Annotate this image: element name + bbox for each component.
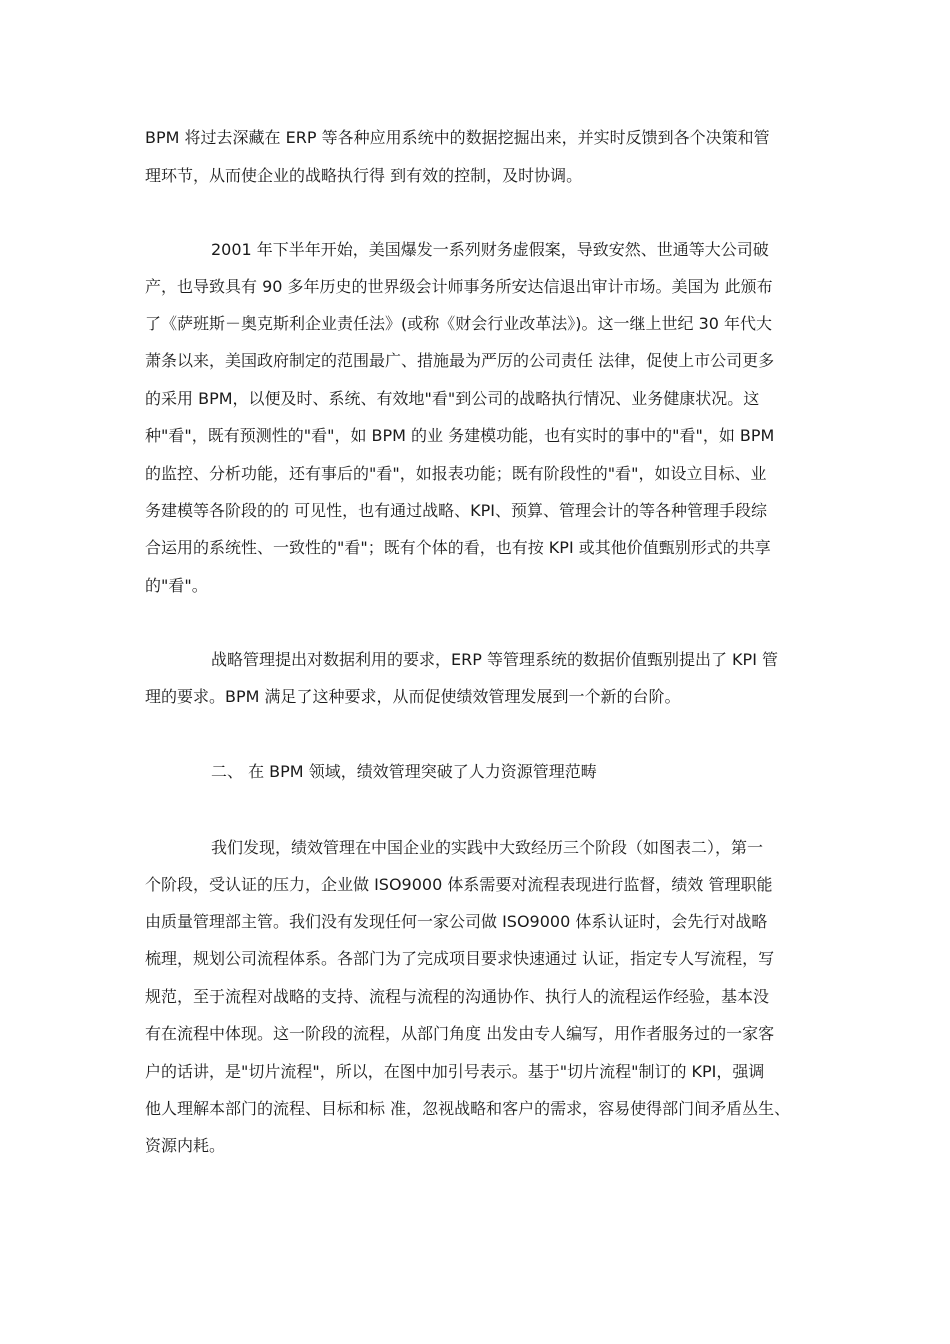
paragraph-2-line-4: 萧条以来，美国政府制定的范围最广、措施最为严厉的公司责任 法律，促使上市公司更多 <box>145 351 775 370</box>
paragraph-4-line-1: 我们发现，绩效管理在中国企业的实践中大致经历三个阶段（如图表二），第一 <box>211 838 764 857</box>
paragraph-2-line-1: 2001 年下半年开始，美国爆发一系列财务虚假案，导致安然、世通等大公司破 <box>211 240 769 259</box>
paragraph-4-line-4: 梳理，规划公司流程体系。各部门为了完成项目要求快速通过 认证，指定专人写流程，写 <box>145 949 775 968</box>
paragraph-2-line-8: 务建模等各阶段的的 可见性，也有通过战略、KPI、预算、管理会计的等各种管理手段综 <box>145 501 767 520</box>
paragraph-4-line-7: 户的话讲，是"切片流程"，所以，在图中加引号表示。基于"切片流程"制订的 KPI，强调 <box>145 1062 765 1081</box>
section-heading: 二、 在 BPM 领域，绩效管理突破了人力资源管理范畴 <box>211 762 597 781</box>
paragraph-4-line-2: 个阶段，受认证的压力，企业做 ISO9000 体系需要对流程表现进行监督，绩效 管理职能 <box>145 875 773 894</box>
paragraph-4-line-9: 资源内耗。 <box>145 1136 226 1155</box>
paragraph-3-line-1: 战略管理提出对数据利用的要求，ERP 等管理系统的数据价值甄别提出了 KPI 管 <box>211 650 778 669</box>
paragraph-4-line-5: 规范，至于流程对战略的支持、流程与流程的沟通协作、执行人的流程运作经验，基本没 <box>145 987 770 1006</box>
paragraph-2-line-7: 的监控、分析功能，还有事后的"看"，如报表功能；既有阶段性的"看"，如设立目标、业 <box>145 464 767 483</box>
paragraph-2-line-5: 的采用 BPM，以便及时、系统、有效地"看"到公司的战略执行情况、业务健康状况。这 <box>145 389 760 408</box>
paragraph-2-line-9: 合运用的系统性、一致性的"看"；既有个体的看，也有按 KPI 或其他价值甄别形式的共享 <box>145 538 771 557</box>
paragraph-4-line-6: 有在流程中体现。这一阶段的流程，从部门角度 出发由专人编写，用作者服务过的一家客 <box>145 1024 775 1043</box>
paragraph-4-line-8: 他人理解本部门的流程、目标和标 准，忽视战略和客户的需求，容易使得部门间矛盾丛生、 <box>145 1099 791 1118</box>
paragraph-2-line-10: 的"看"。 <box>145 576 208 595</box>
paragraph-3-line-2: 理的要求。BPM 满足了这种要求，从而促使绩效管理发展到一个新的台阶。 <box>145 687 681 706</box>
paragraph-1-line-2: 理环节，从而使企业的战略执行得 到有效的控制，及时协调。 <box>145 166 583 185</box>
paragraph-4-line-3: 由质量管理部主管。我们没有发现任何一家公司做 ISO9000 体系认证时，会先行对战略 <box>145 912 768 931</box>
paragraph-1-line-1: BPM 将过去深藏在 ERP 等各种应用系统中的数据挖掘出来，并实时反馈到各个决策和管 <box>145 128 770 147</box>
paragraph-2-line-3: 了《萨班斯－奥克斯利企业责任法》(或称《财会行业改革法》)。这一继上世纪 30 年代大 <box>145 314 773 333</box>
paragraph-2-line-6: 种"看"，既有预测性的"看"，如 BPM 的业 务建模功能，也有实时的事中的"看"，如 BPM <box>145 426 775 445</box>
paragraph-2-line-2: 产，也导致具有 90 多年历史的世界级会计师事务所安达信退出审计市场。美国为 此颁布 <box>145 277 773 296</box>
